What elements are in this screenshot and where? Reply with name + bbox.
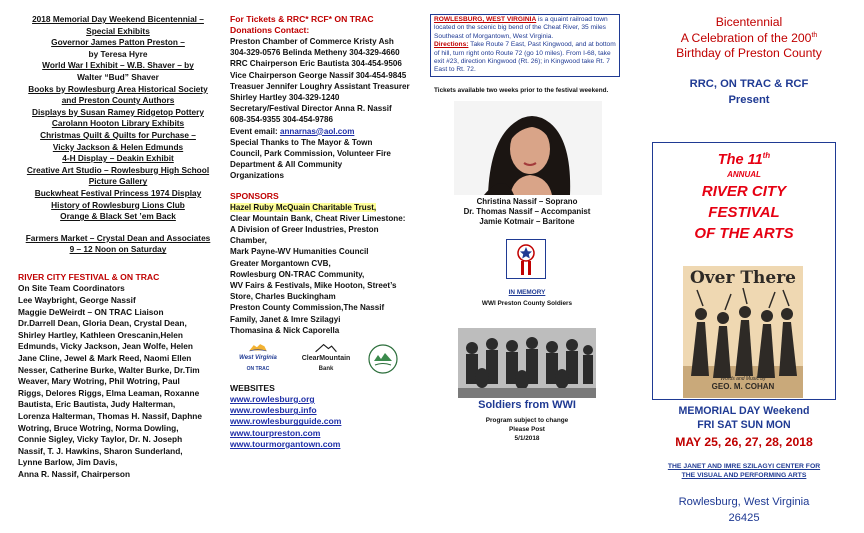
thanks-line: Special Thanks to The Mayor & Town bbox=[230, 137, 373, 147]
exhibit-item: History of Rowlesburg Lions Club bbox=[51, 199, 185, 210]
team-line: Wotring, Bruce Wotring, Norma Dowling, bbox=[18, 422, 179, 433]
market-line: Farmers Market – Crystal Dean and Associates bbox=[25, 232, 211, 243]
contact-line: 608-354-9355 304-454-9786 bbox=[230, 115, 334, 125]
thanks-list bbox=[230, 137, 422, 182]
website-link[interactable]: www.rowlesburg.org bbox=[230, 394, 315, 405]
present-line: RRC, ON TRAC & RCF bbox=[689, 78, 809, 91]
directions-text: Take Route 7 East, Past Kingwood, and at bottom of hill, turn right onto Route 72 (go 10 miles). From I-68, take exit #23, direction Kingwood (Rt. 26); in Kingwood take Rt. 7 East to Rt. 72. bbox=[434, 41, 616, 74]
team-line: Nesser, Catherine Burke, Walter Burke, Dr.Tim bbox=[18, 364, 200, 375]
contact-line: Treasuer Jennifer Loughry Assistant Treasurer bbox=[230, 81, 410, 91]
exhibit-item: Carolann Hooton Library Exhibits bbox=[51, 118, 185, 129]
exhibit-item: Special Exhibits bbox=[86, 25, 150, 36]
soldiers-photo bbox=[458, 328, 596, 398]
thanks-line: Department & All Community bbox=[230, 160, 343, 170]
exhibit-item: Buckwheat Festival Princess 1974 Display bbox=[34, 187, 202, 198]
website-link[interactable]: www.tourmorgantown.com bbox=[230, 438, 341, 449]
program-footer: Program subject to change Please Post 5/1/2018 bbox=[485, 417, 569, 443]
contact-line: RRC Chairperson Eric Bautista 304-454-9506 bbox=[230, 59, 402, 69]
town-name: Rowlesburg, West Virginia bbox=[678, 496, 810, 508]
team-line: Bautista, Eric Bautista, Judy Halterman, bbox=[18, 399, 176, 410]
website-link[interactable]: www.tourpreston.com bbox=[230, 427, 321, 438]
team-list bbox=[18, 283, 218, 480]
sheet-music-cover bbox=[683, 266, 803, 398]
panel-exhibits bbox=[0, 0, 222, 533]
team-line: Lynne Barlow, Jim Davis, bbox=[18, 457, 118, 468]
exhibit-item: World War I Exhibit – W.B. Shaver – by bbox=[42, 60, 194, 71]
performer-line: Christina Nassif – Soprano bbox=[476, 197, 578, 207]
team-line: Maggie DeWeirdt – ON TRAC Liaison bbox=[18, 306, 164, 317]
team-line: Edmunds, Vicky Jackson, Jean Wolfe, Helen bbox=[18, 341, 193, 352]
sponsor-logos bbox=[230, 341, 422, 377]
sponsor-line: Thomasina & Nick Caporella bbox=[230, 325, 340, 335]
website-link[interactable]: www.rowlesburgguide.com bbox=[230, 416, 342, 427]
singer-photo bbox=[454, 101, 602, 195]
west-virginia-logo: West Virginia ON TRAC bbox=[230, 343, 286, 375]
in-memory: IN MEMORY bbox=[508, 289, 546, 297]
exhibit-item: 4-H Display – Deakin Exhibit bbox=[62, 153, 174, 164]
cover-title: Bicentennial A Celebration of the 200th Birthday of Preston County bbox=[676, 15, 822, 60]
team-line: Lorenza Halterman, Thomas H. Nassif, Daphne bbox=[18, 411, 202, 421]
present-word: Present bbox=[728, 94, 770, 107]
clear-mountain-bank-logo: ClearMountain Bank bbox=[296, 343, 356, 375]
bicentennial-star-logo bbox=[506, 239, 546, 279]
exhibits-list bbox=[18, 14, 218, 223]
exhibit-item: and Preston County Authors bbox=[61, 95, 175, 106]
team-line: On Site Team Coordinators bbox=[18, 283, 125, 294]
team-line: Weaver, Mary Wotring, Phil Wotring, Paul bbox=[18, 376, 180, 387]
memorial-weekend: MEMORIAL DAY Weekend bbox=[678, 405, 810, 417]
exhibit-item: Displays by Susan Ramey Ridgetop Pottery bbox=[32, 106, 204, 117]
sponsor-line: WV Fairs & Festivals, Mike Hooton, Street’s bbox=[230, 281, 397, 291]
exhibit-item: 2018 Memorial Day Weekend Bicentennial – bbox=[32, 14, 204, 24]
sponsor-line: Family, Janet & Imre Szilagyi bbox=[230, 314, 341, 324]
wv-fairs-logo bbox=[366, 343, 400, 375]
festival-heading: RIVER CITY FESTIVAL & ON TRAC bbox=[18, 271, 160, 282]
exhibit-item: by Teresa Hyre bbox=[88, 48, 148, 59]
sponsor-line: Preston County Commission,The Nassif bbox=[230, 303, 385, 313]
performer-line: Dr. Thomas Nassif – Accompanist bbox=[463, 207, 591, 217]
directions-box bbox=[430, 14, 620, 77]
tickets-heading-2: Donations Contact: bbox=[230, 25, 310, 35]
sponsor-line: Greater Morgantown CVB, bbox=[230, 258, 331, 268]
contact-list bbox=[230, 36, 422, 126]
festival-poster bbox=[652, 142, 836, 400]
contact-line: 304-329-0576 Belinda Metheny 304-329-4660 bbox=[230, 48, 400, 58]
arts-center: THE JANET AND IMRE SZILAGYI CENTER FOR THE VISUAL AND PERFORMING ARTS bbox=[667, 463, 821, 479]
memory-subtitle: WWI Preston County Soldiers bbox=[481, 299, 573, 307]
team-line: Anna R. Nassif, Chairperson bbox=[18, 468, 131, 479]
rowlesburg-highlight: ROWLESBURG, WEST VIRGINIA bbox=[434, 16, 537, 23]
thanks-line: Council, Park Commission, Volunteer Fire bbox=[230, 149, 391, 159]
poster-annual: ANNUAL bbox=[727, 169, 761, 179]
team-line: Nassif, T. J. Hawkins, Sharon Sunderland, bbox=[18, 445, 183, 456]
team-line: Riggs, Delores Riggs, Elma Leaman, Roxanne bbox=[18, 387, 200, 398]
website-list bbox=[230, 394, 422, 450]
panel-cover bbox=[634, 0, 864, 533]
sponsor-line: A Division of Greer Industries, Preston bbox=[230, 225, 379, 235]
event-email bbox=[230, 126, 422, 137]
sponsor-line: Rowlesburg ON-TRAC Community, bbox=[230, 269, 365, 279]
team-line: Connie Sigley, Vicky Taylor, Dr. N. Joseph bbox=[18, 434, 183, 445]
contact-line: Preston Chamber of Commerce Kristy Ash bbox=[230, 37, 394, 46]
sponsor-list bbox=[230, 213, 422, 336]
rowlesburg-text: is a quaint railroad town located on the scenic big bend of the Cheat River, 35 miles Southeast of Morgantown, West Virginia. bbox=[434, 16, 608, 40]
panel-middle bbox=[428, 0, 626, 533]
contact-line: Vice Chairperson George Nassif 304-454-9845 bbox=[230, 70, 407, 80]
sponsor-line: Clear Mountain Bank, Cheat River Limestone: bbox=[230, 213, 406, 223]
team-line: Lee Waybright, George Nassif bbox=[18, 295, 136, 306]
poster-lines: RIVER CITY FESTIVAL OF THE ARTS bbox=[694, 182, 794, 242]
exhibit-item: Christmas Quilt & Quilts for Purchase – bbox=[40, 129, 196, 140]
exhibit-item: Walter “Bud” Shaver bbox=[77, 71, 159, 82]
sponsor-line: Mark Payne-WV Humanities Council bbox=[230, 247, 369, 257]
websites-heading: WEBSITES bbox=[230, 383, 275, 394]
soldiers-caption: Soldiers from WWI bbox=[478, 399, 576, 412]
farmers-market bbox=[18, 233, 218, 256]
poster-the: The 11th bbox=[717, 151, 771, 168]
email-link[interactable]: annarnas@aol.com bbox=[279, 126, 355, 136]
website-link[interactable]: www.rowlesburg.info bbox=[230, 405, 317, 416]
exhibit-item: Governor James Patton Preston – bbox=[51, 37, 185, 48]
performer-line: Jamie Kotmair – Baritone bbox=[479, 217, 575, 227]
over-there-title: Over There bbox=[690, 268, 796, 288]
weekend-days: FRI SAT SUN MON bbox=[697, 419, 791, 431]
thanks-line: Organizations bbox=[230, 171, 284, 181]
team-line: Shirley Hartley, Kathleen Orescanin,Helen bbox=[18, 329, 183, 340]
team-line: Jane Cline, Jewel & Mark Reed, Naomi Ellen bbox=[18, 353, 192, 364]
sponsor-line: Store, Charles Buckingham bbox=[230, 292, 336, 302]
exhibit-item: Orange & Black Set ’em Back bbox=[60, 211, 176, 222]
performers bbox=[428, 197, 626, 227]
exhibit-item: Picture Gallery bbox=[88, 176, 148, 187]
exhibit-item: Books by Rowlesburg Area Historical Society bbox=[28, 83, 208, 94]
exhibit-item: Vicky Jackson & Helen Edmunds bbox=[52, 141, 184, 152]
directions-label: Directions: bbox=[434, 41, 469, 49]
market-line: 9 – 12 Noon on Saturday bbox=[69, 244, 167, 255]
email-label: Event email: bbox=[230, 126, 280, 136]
contact-line: Shirley Hartley 304-329-1240 bbox=[230, 93, 340, 103]
team-line: Dr.Darrell Dean, Gloria Dean, Crystal Dean, bbox=[18, 318, 187, 329]
panel-contacts bbox=[226, 0, 422, 533]
sponsor-line: Chamber, bbox=[230, 236, 267, 246]
tickets-heading: For Tickets & RRC* RCF* ON TRAC bbox=[230, 14, 374, 24]
exhibit-item: Creative Art Studio – Rowlesburg High School bbox=[26, 164, 210, 175]
contact-line: Secretary/Festival Director Anna R. Nassif bbox=[230, 104, 392, 114]
zip-code: 26425 bbox=[728, 512, 760, 524]
tickets-note: Tickets available two weeks prior to the festival weekend. bbox=[434, 86, 609, 94]
sponsor-first: Hazel Ruby McQuain Charitable Trust, bbox=[230, 202, 377, 212]
sponsors-heading: SPONSORS bbox=[230, 190, 279, 201]
festival-dates: MAY 25, 26, 27, 28, 2018 bbox=[675, 435, 813, 449]
sheet-music-credit: Words and Music by GEO. M. COHAN bbox=[711, 376, 775, 391]
